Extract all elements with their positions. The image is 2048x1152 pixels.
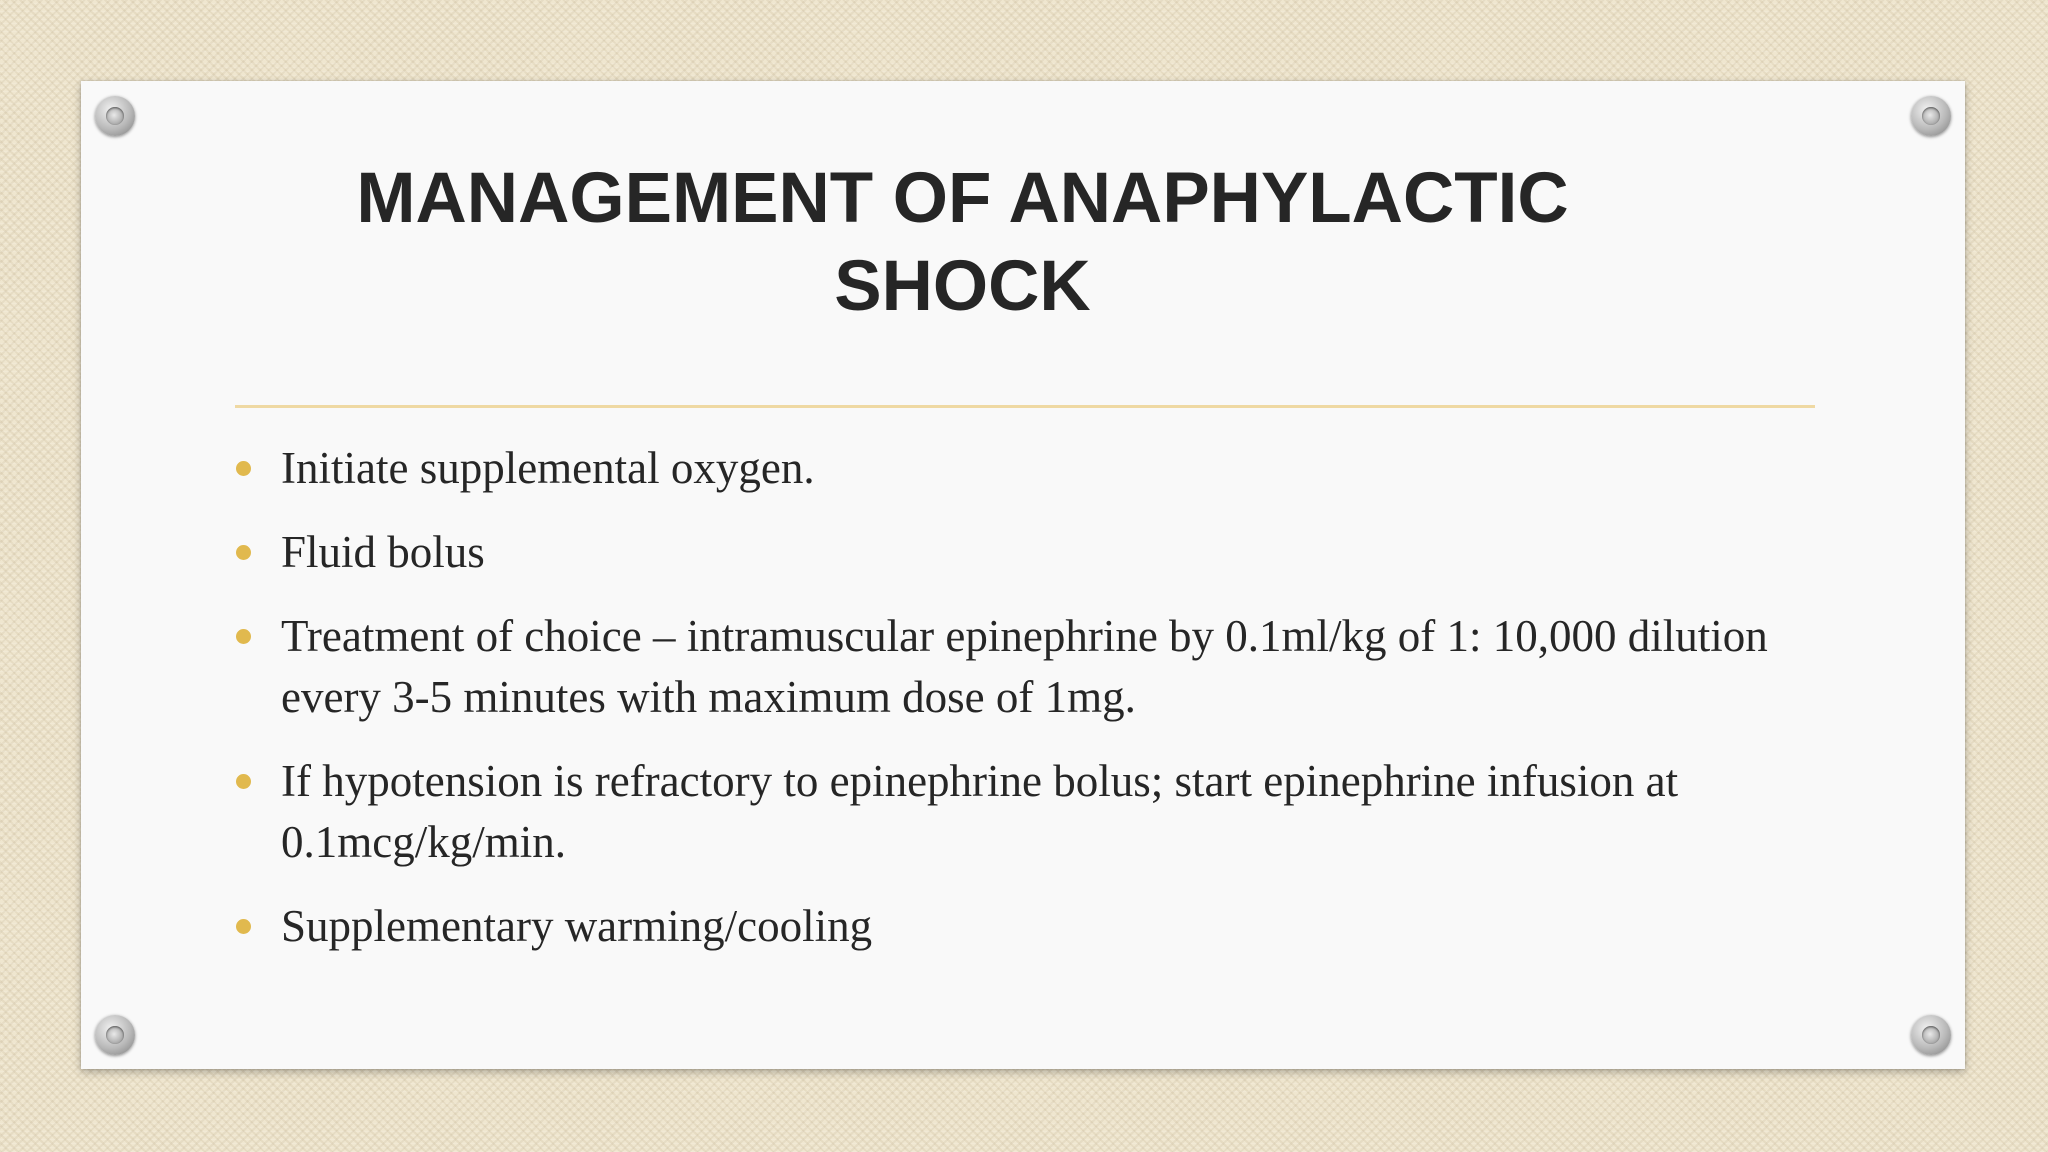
- slide-title: MANAGEMENT OF ANAPHYLACTIC SHOCK: [356, 159, 1569, 326]
- bullet-text: Supplementary warming/cooling: [281, 901, 873, 951]
- bullet-text: Initiate supplemental oxygen.: [281, 443, 815, 493]
- bullet-text: Treatment of choice – intramuscular epinephrine by 0.1ml/kg of 1: 10,000 dilution every 3-5 minutes with maximum dose of 1mg.: [281, 611, 1768, 722]
- bullet-item: [235, 522, 1835, 583]
- grommet-icon: [1911, 96, 1951, 136]
- bullet-icon: [236, 919, 251, 934]
- bullet-item: [235, 438, 1835, 499]
- bullet-icon: [236, 774, 251, 789]
- bullet-text: Fluid bolus: [281, 527, 485, 577]
- grommet-icon: [1911, 1015, 1951, 1055]
- title-divider: [235, 405, 1815, 408]
- bullet-text: If hypotension is refractory to epinephrine bolus; start epinephrine infusion at 0.1mcg/kg/min.: [281, 756, 1679, 867]
- bullet-item: [235, 606, 1835, 728]
- bullet-icon: [236, 545, 251, 560]
- bullet-item: [235, 751, 1835, 873]
- bullet-item: [235, 896, 1835, 957]
- grommet-icon: [95, 96, 135, 136]
- bullet-icon: [236, 629, 251, 644]
- grommet-icon: [95, 1015, 135, 1055]
- bullet-list: [235, 438, 1835, 980]
- bullet-icon: [236, 461, 251, 476]
